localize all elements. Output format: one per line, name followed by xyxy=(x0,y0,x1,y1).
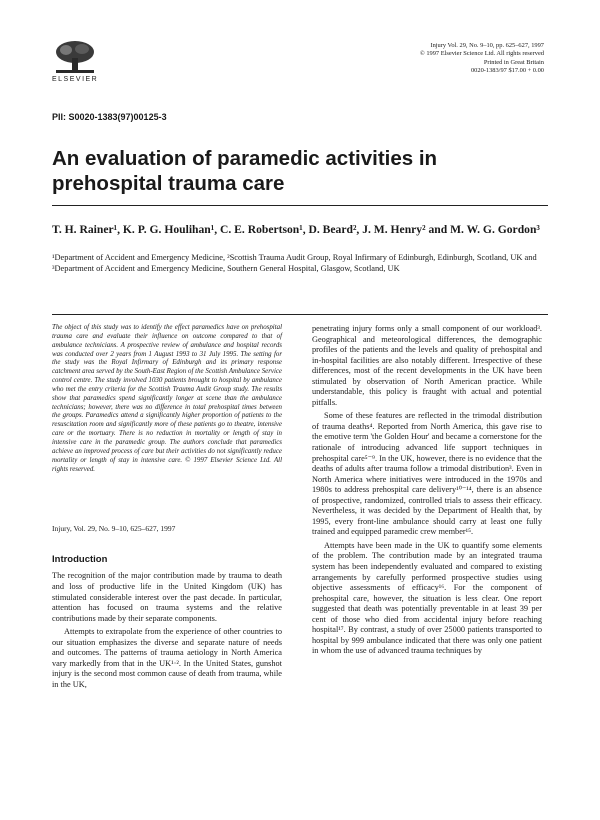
publisher-name: ELSEVIER xyxy=(52,76,99,83)
right-column xyxy=(312,324,542,660)
body-paragraph: Attempts have been made in the UK to quantify some elements of the problem. The contribution made by an integrated trauma system has been independently evaluated and compared to existing arrangements by carefully performed prospective studies using objective assessments of efficacy¹⁶. For the component of prehospital care, however, the situation is less clear. One report suggested that death was potentially preventable in at least 39 per cent of those who died from accidental injury before reaching hospital¹⁷. By contrast, a study of over 25000 patients transported to hospital by 999 ambulance indicated that there was only one patient in whom the use of advanced trauma techniques by xyxy=(312,540,542,656)
body-paragraph: penetrating injury forms only a small component of our workload³. Geographical and meteorological differences, the demographic profiles of the patients and the levels and quality of prehospital and in-hospital facilities are also notably different. Irrespective of these differences, most of the recent developments in the UK have been stimulated by observation of North American practice. While understandable, this policy is fraught with actual and potential pitfalls. xyxy=(312,324,542,407)
article-title: An evaluation of paramedic activities in prehospital trauma care xyxy=(52,147,438,195)
pii-identifier: PII: S0020-1383(97)00125-3 xyxy=(52,112,167,122)
journal-info-line: Injury Vol. 29, No. 9–10, pp. 625–627, 1997 xyxy=(430,42,544,49)
header-rule xyxy=(52,314,548,315)
abstract: The object of this study was to identify the effect paramedics have on prehospital trauma care and evaluate their influence on outcome compared to that of ambulance technicians. A prospective review of ambulance and hospital records was conducted over 2 years from 1 August 1993 to 31 July 1995. The setting for the study was the Royal Infirmary of Edinburgh and its primary response catchment area served by the South-East Region of the Scottish Ambulance Service control centre. The study involved 1030 patients brought to hospital by ambulance who met the entry criteria for the Scottish Trauma Audit Group study. The results show that paramedics spend significantly longer at scene than the ambulance technicians; however, there was no difference in total prehospital times between the groups. Paramedics attend a significantly higher proportion of patients to the resuscitation room and significantly more of these patients go to theatre, intensive care or the mortuary. There is no reduction in mortality or length of stay in intensive care in the paramedic group. The authors conclude that paramedics achieve an improved process of care but their activities do not significantly reduce mortality or length of stay in intensive care. © 1997 Elsevier Science Ltd. All rights reserved. xyxy=(52,324,282,473)
journal-info-line: 0020-1383/97 $17.00 + 0.00 xyxy=(470,67,544,75)
author-list: T. H. Rainer¹, K. P. G. Houlihan¹, C. E. Robertson¹, D. Beard², J. M. Henry² and M. W. G. Gordon³ xyxy=(52,223,540,236)
section-heading-introduction: Introduction xyxy=(52,553,108,565)
title-rule xyxy=(52,205,548,206)
journal-info xyxy=(374,42,544,76)
body-paragraph: Some of these features are reflected in the trimodal distribution of trauma deaths⁴. Reported from North America, this gave rise to the emotive term 'the Golden Hour' and became a cornerstone for the rationale of introducing advanced life support techniques in prehospital care⁵⁻⁹. In the UK, however, there is no evidence that the deaths of adults after trauma follow a trimodal distribution³. Even in North America where initiatives were introduced in the 1970s and 1980s to address prehospital care delivery¹⁰⁻¹⁴, there is an absence of prospective, randomized, controlled trials to assess their efficacy. Nevertheless, it was decided by the Department of Health that, by 1995, every front-line ambulance should carry at least one fully trained and equipped paramedic crew member¹⁵. xyxy=(312,411,542,537)
journal-info-line: Printed in Great Britain xyxy=(483,58,544,66)
citation: Injury, Vol. 29, No. 9–10, 625–627, 1997 xyxy=(52,524,176,534)
publisher-logo xyxy=(52,40,98,83)
body-paragraph: Attempts to extrapolate from the experience of other countries to our situation emphasizes the diverse and separate nature of needs and outcomes. The patterns of trauma aetiology in North America vary markedly from that in the UK¹·². In the United States, gunshot injury is the second most common cause of death from trauma, while in the UK, xyxy=(52,627,282,689)
affiliations: ¹Department of Accident and Emergency Medicine, ²Scottish Trauma Audit Group, Royal Infirmary of Edinburgh, Edinburgh, Scotland, UK and ³Department of Accident and Emergency Medicine, Southern General Hospital, Glasgow, Scotland, UK xyxy=(52,253,537,273)
elsevier-tree-icon xyxy=(52,40,98,74)
body-paragraph: The recognition of the major contribution made by trauma to death and loss of productive life in the United Kingdom (UK) has stimulated considerable interest over the past decade. In particular, attention has focused on trauma systems and the relative contributions made by their separate components. xyxy=(52,571,282,623)
journal-info-line: © 1997 Elsevier Science Ltd. All rights reserved xyxy=(419,50,544,58)
left-column xyxy=(52,324,282,693)
